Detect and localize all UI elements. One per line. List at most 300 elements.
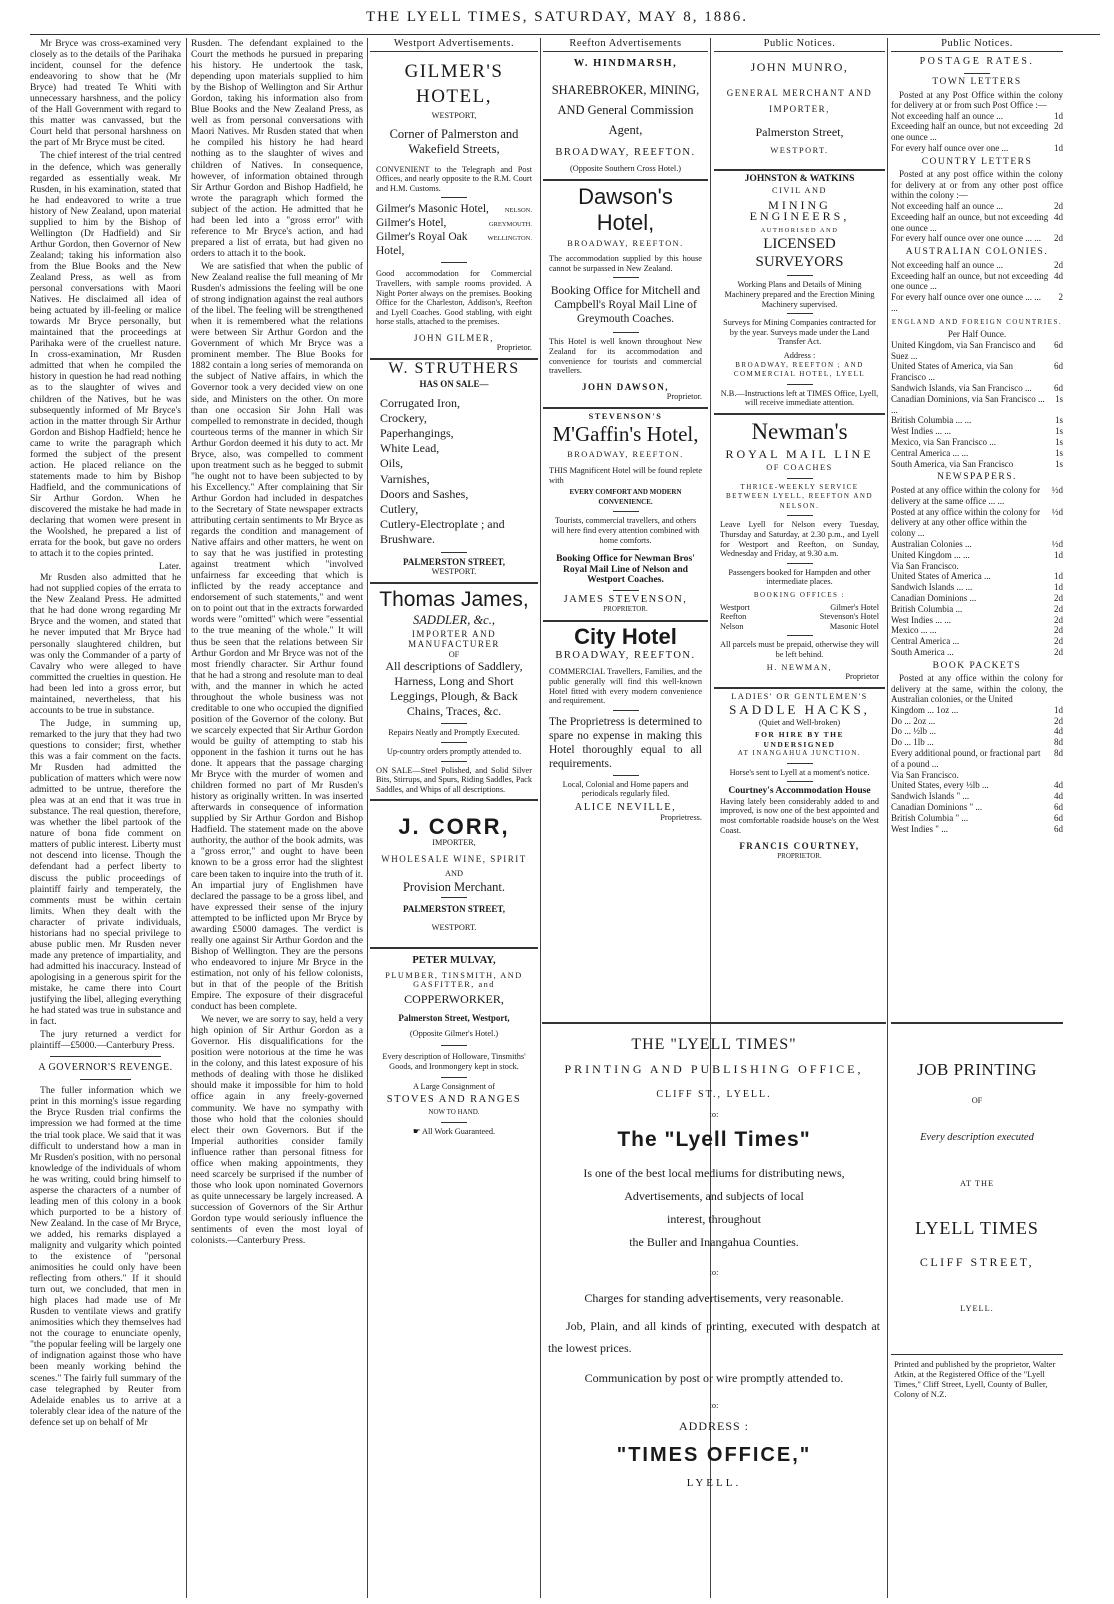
rate-row [891,705,1063,716]
rate-label: Exceeding half an ounce, but not exceeding one ounce ... [891,121,1049,143]
proprietor-label: PROPRIETOR. [777,851,822,860]
ad-town: WESTPORT. [431,567,477,577]
rate-value: 1s [1054,437,1063,447]
rate-value: 6d [1054,361,1063,372]
rate-value: 2d [1054,200,1063,211]
article-paragraph: Mr Bryce was cross-examined very closely as to the details of the Parihaka incident, counsel for the defence endeavoring to show that he (Mr Bryce) had treated Te Whiti with unnecessary harshness, and the policy of the Hall Government with regard to this matter was canvassed, but the Court held that personal harshness on the part of Mr Bryce must be cited. [30,38,181,149]
column-1-article [30,38,181,1598]
ad-dawsons-hotel [543,181,708,409]
divider [787,763,813,764]
ad-proprietor: JAMES STEVENSON, [563,593,688,605]
divider [787,478,813,479]
column-2-article [191,38,363,1598]
proprietor-label: Proprietor. [496,343,532,353]
branch-hotel: Gilmer's Royal Oak Hotel, [376,231,468,258]
ad-proprietor: H. NEWMAN, [766,662,833,672]
sale-item: Cutlery, [380,502,419,517]
ad-trade: GENERAL MERCHANT AND IMPORTER, [726,88,873,115]
sale-item: Cutlery-Electroplate ; and Brushware. [380,517,505,547]
rate-label: Do ... ½lb ... [891,726,936,737]
article-paragraph: We never, we are sorry to say, held a very high opinion of Sir Arthur Gordon as a Governor. His disqualifications for the position were notorious at the time he was in the colony, and this latest exposure of his methods of dealing with those he disliked should make it impossible for him to hold office again in any freely-governed community. We have no sympathy with those who hold that the colonies should elect their own Governors. But if the Imperial authorities consider family influence rather than personal fitness for office when making appointments, they need scarcely be surprised if the number of those who look upon nominated Governors as quite unnecessary be largely increased. A succession of Governors of the Sir Arthur Gordon type would seriously influence the sentiments of even the most loyal of colonists.—Canterbury Press. [191,1014,363,1247]
rate-label: United Kingdom, via San Francisco and Suez ... [891,339,1036,361]
rate-label: Sandwich Islands " ... [891,791,970,802]
rate-row [891,361,1063,383]
rate-value: 2d [1054,636,1063,647]
ad-text: CIVIL AND [772,186,827,196]
rate-row [891,737,1063,748]
ad-title: SADDLE HACKS, [729,702,870,718]
ad-title: THE "LYELL TIMES" [631,1036,797,1053]
sale-item: Paperhangings, [380,426,454,441]
ad-town: WESTPORT, [431,111,477,121]
rate-label: Sandwich Islands, via San Francisco ... [891,383,1032,394]
rate-value: 2d [1054,121,1063,132]
ad-text: The Proprietress is determined to spare no expense in making this Hotel thoroughly equal to all requirements. [549,715,702,770]
ad-title: W. HINDMARSH, [573,58,678,70]
postage-title: POSTAGE RATES. [919,56,1035,68]
rate-row [891,582,1063,593]
rate-label: Do ... 1lb ... [891,737,934,748]
rate-section-title: NEWSPAPERS. [937,472,1017,483]
column-rule [540,38,541,1598]
rate-label: Via San Francisco. [891,560,959,571]
ad-text: BOOKING OFFICES : [753,590,846,599]
divider [787,313,813,314]
rate-row [891,212,1063,234]
branch-town: NELSON. [504,207,532,215]
rate-value: 2d [1054,592,1063,603]
rate-label: British Columbia ... ... [891,415,972,426]
divider [964,73,990,74]
rate-row [891,507,1063,539]
ad-town: WESTPORT. [431,922,477,932]
ad-paper-name: The "Lyell Times" [617,1127,811,1151]
rate-label: United Kingdom ... ... [891,549,970,560]
rate-row [891,726,1063,737]
divider [613,511,639,512]
separator: :o: [709,1401,719,1411]
rate-label: West Indies ... ... [891,426,952,437]
rate-row [891,233,1063,244]
ad-text: IMPORTER, [432,838,476,848]
rate-row [891,748,1063,770]
ad-text: (Opposite Southern Cross Hotel.) [569,164,682,174]
rate-label: Canadian Dominions ... [891,592,977,603]
ad-text: OF [971,1096,983,1105]
ad-text: Booking Office for Newman Bros' Royal Mail Line of Nelson and Westport Coaches. [556,553,695,586]
ad-text: IMPORTER AND MANUFACTURER [408,628,500,650]
rate-value: 2d [1054,614,1063,625]
ad-text: STEVENSON'S [588,411,663,421]
divider [613,277,639,278]
rate-row [891,604,1063,615]
ad-trade: SHAREBROKER, MINING, AND General Commission Agent, [551,82,700,137]
masthead: THE LYELL TIMES, SATURDAY, MAY 8, 1886. [365,9,749,25]
ad-text: Job, Plain, and all kinds of printing, executed with despatch at the lowest prices. [548,1319,880,1356]
divider [441,742,467,743]
rate-row [891,459,1063,470]
article-paragraph: The Judge, in summing up, remarked to the jury that they had two questions to consider; first, whether this was a fair comment on the facts. Mr Rusden had admitted the publication of matters which were now admitted to be untrue, therefore the plea was at an end that it was true in substance. The real question, therefore, was whether the libel partook of the nature of bona fide comment on matters of public interest. Liberty must not descend into license. Though the defendant had a perfect liberty to discuss the public proceedings of plaintiff fairly and temperately, the comments must be within certain limits. When they dealt with the character of private individuals, historians had no special privilege to abuse public men. Mr Rusden never made any pretence of impartiality, and had admitted his inaccuracy. Instead of apologising in a generous spirit for the mistake, he came there into Court justifying the libel, alleging everything he had stated was true in substance and in fact. [30,717,181,1028]
rate-value: 2d [1054,259,1063,270]
ad-title: Newman's [751,419,848,444]
column-4-reefton-ads [543,38,708,1018]
ad-text: Every description executed [920,1131,1034,1143]
divider [441,552,467,553]
rate-value: 1d [1054,110,1063,121]
divider [787,635,813,636]
divider [50,1056,161,1057]
ad-text: THIS Magnificent Hotel will be found replete with [549,466,702,485]
rate-section-title: BOOK PACKETS [932,660,1022,671]
rate-label: West Indies " ... [891,823,948,834]
ad-text: Passengers booked for Hampden and other intermediate places. [728,567,871,587]
separator: :o: [709,1267,719,1277]
rate-value: 2d [1054,603,1063,614]
rate-label: Kingdom ... 1oz ... [891,704,959,715]
rate-value: 2d [1054,233,1063,244]
divider [441,897,467,898]
ad-subtitle: HAS ON SALE— [419,379,489,390]
divider [441,1122,467,1123]
rate-row [891,561,1063,572]
ad-street: BROADWAY, REEFTON. [567,238,684,248]
ad-street: PALMERSTON STREET, [402,904,506,915]
rate-row [891,340,1063,362]
ad-text: Surveys for Mining Companies contracted for by the year. Surveys made under the Land Transfer Act. [723,318,876,347]
divider [613,775,639,776]
ad-text: BROADWAY, REEFTON ; AND COMMERCIAL HOTEL, LYELL [733,360,866,379]
rate-value: 2d [1054,646,1063,657]
ad-text: All parcels must be prepaid, otherwise they will be left behind. [720,640,879,659]
ad-text: MINING ENGINEERS, [749,197,850,223]
rate-label: British Columbia " ... [891,812,969,823]
rate-row [891,780,1063,791]
rate-row [891,770,1063,781]
rate-value: 1d [1054,571,1063,582]
ad-street: Palmerston Street, Westport, [398,1012,510,1023]
section-header: Westport Advertisements. [370,38,538,52]
ad-trade: SADDLER, &c., [413,612,495,627]
rate-label: Posted at any office within the colony for delivery at any other office within the colony ... [891,506,1041,539]
rate-row [891,802,1063,813]
ad-text: STOVES AND RANGES [386,1093,522,1105]
ad-text: THRICE-WEEKLY SERVICE BETWEEN LYELL, REEFTON AND NELSON. [725,482,874,510]
later-label: Later. [158,561,181,573]
pointing-hand-icon: ☛ [412,1126,422,1136]
ad-j-corr [370,801,538,949]
ad-text: Is one of the best local mediums for distributing news, [583,1165,845,1180]
branch-hotel: Gilmer's Masonic Hotel, [376,203,489,216]
rate-value: 6d [1054,383,1063,394]
rate-label: For every half ounce over one ounce ... ... [891,233,1041,244]
branch-town: WELLINGTON. [487,235,532,243]
rate-value: 1s [1054,415,1063,426]
rate-row [891,571,1063,582]
column-rule [887,38,888,1598]
ad-title: Thomas James, [379,587,529,611]
ad-address: Corner of Palmerston and Wakefield Streets, [389,126,519,156]
sale-item: Doors and Sashes, [380,486,469,501]
rate-list [891,111,1063,154]
rate-label: British Columbia ... [891,603,963,614]
rate-row [891,647,1063,658]
ad-street: BROADWAY, REEFTON. [567,450,684,460]
ad-text: LICENSED SURVEYORS [755,236,844,271]
rate-value: 4d [1054,780,1063,791]
divider [787,515,813,516]
divider [787,563,813,564]
ad-proprietor: JOHN GILMER, [414,332,494,343]
office-row: Westport Gilmer's Hotel [720,602,879,612]
rate-value: 4d [1054,211,1063,222]
rate-value: 2 [1058,292,1063,303]
rate-value: 2d [1054,715,1063,726]
ad-title: GILMER'S HOTEL, [404,61,504,108]
ad-town: WESTPORT. [770,146,829,156]
ad-title: JOB PRINTING [917,1060,1037,1079]
ad-text: (Quiet and Well-broken) [758,718,841,728]
article-paragraph: We are satisfied that when the public of New Zealand realise the full meaning of Mr Rusden's admissions the feeling will be one of strong indignation against the real authors of the libel. The feeling will be strengthened when it is remembered what the relations were between Sir Arthur Gordon and the Government of which Mr Bryce was a prominent member. The Blue Books for 1882 contain a long series of memoranda on the subject of Native affairs, in which the Governor took a very decided view on one side, and Ministers on the other. On more than one occasion Sir John Hall was compelled to remonstrate in decided, though courteous terms of the manner in which Sir Arthur Gordon deemed it his duty to act. Mr Bryce, also, was compelled to comment upon treatment such as he begged to submit "he ought not to have been subjected to by his Excellency." After complaining that Sir Arthur Gordon had included in despatches to the Secretary of State newspaper extracts attributing certain sentiments to Mr Bryce as regards the condition and management of Native affairs and other matters, he went on to say that he was justified in protesting against treatment which "involved unfairness far exceeding that which is inflicted by the ready acceptance and endorsement of such statements," and went on to point out that in the extracts forwarded words were "omitted" which were "essential to the true meaning of the whole." It will thus be seen that the relations between Sir Arthur Gordon and Mr Bryce was not of the most friendly character. Sir Arthur found that he had a strong and resolute man to deal with, and the manner in which he acted throughout the whole business was not creditable to one who occupied the dignified position of the Governor of the colony. But we scarcely expected that Sir Arthur Gordon would be guilty of attempting to stab his opponent in the fashion it turns out he has done. It appears that the passage charging Mr Bryce with the murder of women and children formed no part of Mr Rusden's history as originally written. In was inserted afterwards in consequence of information supplied by Sir Arthur Gordon and Bishop Hadfield. The statement made on the above authority, the author of the book admits, was a "gross error," and ought to have been known to be a gross error had the slightest care been taken to inquire into the truth of it. An impartial jury of Englishmen have declared the passage to be a gross libel, and have expressed their sense of the injury attempted to be inflicted upon Mr Bryce by awarding £5000 damages. The verdict is really one against Sir Arthur Gordon and the Bishop of Wellington. They are the persons who endeavored to injure Mr Bryce in the estimation, not only of his fellow colonists, but in that of the people of the British Empire. The exposure of their disgraceful conduct has been complete. [191,260,363,1013]
ad-text: Provision Merchant. [402,880,506,895]
rate-label: United States of America, via San Francisco ... [891,361,1013,383]
article-paragraph: The chief interest of the trial centred in the defence, which was generally regarded as essentially weak. Mr Rusden, in his examination, stated that he had endeavored to write a true history of New Zealand, upon material supplied to him by the Bishop of Wellington (Dr Hadfield) and Sir Arthur Gordon, then Governor of New Zealand; taking his information also from the Blue Books and the New Zealand Press, as well as from personal conversations with Maori Natives. He disclaimed all idea of being actuated by ill-feeling or malice towards Mr Bryce personally, but maintained that the proceedings at Parihaka were of the cruellest nature. In cross-examination, Mr Rusden admitted that when he compiled the history in question he had read nothing as to the slaughter of wives and children of the Natives, but he was subsequently informed of Mr Bryce's action in the matter through Sir Arthur Gordon and Bishop Hadfield; hence he came to write the paragraph which formed the subject of the present action. He placed reliance on the statements made to him by Bishop Hadfield, and the communications of Sir Arthur Gordon. When he discovered the mistake he had made in declaring that women were present in the Woolshed, he prepared a list of errata for the book, but gave no orders to attach it to the copies printed. [30,150,181,560]
ad-text: the Buller and Inangahua Counties. [629,1234,799,1249]
ad-gilmers-hotel [370,56,538,360]
rate-value: 2d [1054,625,1063,636]
rate-list [891,485,1063,658]
ad-text: N.B.—Instructions left at TIMES Office, Lyell, will receive immediate attention. [720,388,879,408]
ad-text: All Work Guaranteed. [421,1126,496,1136]
column-3-westport-ads [370,38,538,1598]
office-row: Reefton Stevenson's Hotel [720,612,879,622]
article-paragraph: The fuller information which we print in this morning's issue regarding the Bryce Rusden trial confirms the impression we had formed at the time the trial took place. We said that it was difficult to understand how a man in Mr Rusden's position, with no personal knowledge of the individuals of whom he was writing, could bring himself to asperse the characters of a number of leading men of this colony in a book which purported to be a history of New Zealand. In the case of Mr Bryce, we added, his remarks displayed a malignity and vulgarity which pointed to the existence of "personal animosities he could only have been reflecting from others." If it should turn out, we concluded, that men in high places had made use of Mr Rusden to ventilate views and gratify animosities which they themselves had not the courage to enunciate openly, "the popular feeling will be largely one of indignation against those who have been meanly working behind the scenes." The fairly full summary of the case telegraphed by Reuter from Adelaide enables us to arrive at a tolerably clear idea of the nature of the defence set up on behalf of Mr [30,1085,181,1428]
rate-row [891,383,1063,394]
ad-text: CONVENIENT to the Telegraph and Post Offices, and nearly opposite to the R.M. Court and H.M. Customs. [376,164,532,193]
rate-label: Central America ... ... [891,447,969,458]
ad-title: M'Gaffin's Hotel, [552,422,699,447]
divider [787,384,813,385]
rate-label: For every half ounce over one ... [891,143,1009,154]
rate-label: Australian Colonies ... [891,538,972,549]
ad-text: Leave Lyell for Nelson every Tuesday, Thursday and Saturday, at 2.30 p.m., and Lyell for Westport and Reefton, on Sunday, Wednesday and Friday, at 9.30 a.m. [720,520,879,559]
ad-saddle-hacks [714,689,885,867]
rate-label: For every half ounce over one ounce ... ... ... [891,292,1041,313]
rate-value: 1s [1054,458,1063,469]
ad-peter-mulvay [370,949,538,1141]
rate-section-title: COUNTRY LETTERS [921,156,1033,167]
ad-proprietor: FRANCIS COURTNEY, [739,841,860,852]
sale-item: White Lead, [380,441,440,456]
ad-text: FOR HIRE BY THE UNDERSIGNED [755,729,844,749]
ad-subtitle: PRINTING AND PUBLISHING OFFICE, [564,1062,864,1076]
rate-label: West Indies ... ... [891,614,952,625]
rate-row [891,485,1063,507]
article-paragraph: Rusden. The defendant explained to the Court the methods he pursued in preparing his history. He undertook the task, depending upon materials supplied to him by the Bishop of Wellington and Sir Arthur Gordon, taking his information also from Blue Books and the New Zealand Press, as well as from personal conversations with Maori Natives. Mr Rusden stated that when he compiled his history he had heard nothing as to the slaughter of wives and children of Natives. In consequence, however, of information obtained through Sir Arthur Gordon and Bishop Hadfield, he wrote the paragraph which formed the subject of the action. He admitted that he had been led into a "gross error" with reference to Mr Bryce's action, and had prepared a list of errata, but had given no orders to attach it to the book. [191,38,363,259]
rate-intro: Posted at any office within the colony for delivery at the same, within the colony, the Australian colonies, or the United [891,673,1063,705]
ad-hindmarsh [543,56,708,181]
ad-title: "TIMES OFFICE," [616,1443,812,1466]
rate-label: Do ... 2oz ... [891,715,936,726]
rate-value: 6d [1054,339,1063,350]
rate-value: 8d [1054,737,1063,748]
ad-text: ON SALE—Steel Polished, and Solid Silver Bits, Stirrups, and Spurs, Riding Saddles, Pack Saddles, and Whips of all descriptions. [376,765,532,794]
ad-struthers [370,360,538,584]
rate-row [891,426,1063,437]
sale-item: Varnishes, [380,471,430,486]
divider [787,275,813,276]
ad-text: Good accommodation for Commercial Travellers, with sample rooms provided. A Night Porter always on the premises. Booking Office for the Charleston, Addison's, Reefton and Lyell Coaches. Good stabling, with eight horse stalls, attached to the premises. [376,269,532,327]
rate-list [891,340,1063,470]
rate-value: 1d [1054,143,1063,154]
branch-hotel: Gilmer's Hotel, [376,217,447,230]
rate-row [891,271,1063,293]
divider [441,1077,467,1078]
ad-title: J. CORR, [398,814,510,840]
ad-street: CLIFF STREET, [919,1255,1035,1270]
ad-text: AT THE [959,1178,995,1188]
rate-label: Sandwich Islands ... ... [891,582,973,593]
rate-list [891,260,1063,314]
column-6-postage-rates [891,38,1063,1018]
ad-town: LYELL. [960,1304,994,1314]
ad-town: LYELL. [686,1476,742,1489]
divider [441,1045,467,1046]
rate-section-title: ENGLAND AND FOREIGN COUNTRIES. [891,317,1063,326]
ad-text: Local, Colonial and Home papers and periodicals regularly filed. [562,779,689,799]
ad-lyell-times-office [542,1022,886,1584]
divider [787,781,813,782]
rate-row [891,111,1063,122]
rate-label: Mexico, via San Francisco ... [891,437,996,447]
ad-text: AND [445,868,463,878]
ad-text: WHOLESALE WINE, SPIRIT [381,854,527,864]
ad-address: CLIFF ST., LYELL. [656,1089,772,1100]
proprietor-label: Proprietor. [666,392,702,402]
rate-value: 4d [1054,791,1063,802]
rate-label: United States, every ½lb ... [891,780,989,791]
rate-value [1049,770,1063,781]
rate-value: ½d [1051,484,1063,495]
ad-trade: PLUMBER, TINSMITH, AND GASFITTER, and [385,970,523,990]
rate-row [891,448,1063,459]
ad-text: AT INANGAHUA JUNCTION. [737,749,862,758]
rate-label: South America ... [891,646,954,657]
ad-title: Dawson's Hotel, [578,183,673,235]
ad-thomas-james [370,584,538,802]
rate-row [891,292,1063,314]
rate-row [891,201,1063,212]
rate-row [891,143,1063,154]
ad-text: This Hotel is well known throughout New Zealand for its accommodation and convenience for tourists and commercial travellers. [549,337,702,376]
rate-label: Exceeding half an ounce, but not exceeding one ounce ... [891,211,1049,233]
rate-intro: Per Half Ounce. [947,329,1007,340]
ad-paper-name: LYELL TIMES [915,1218,1039,1239]
sale-item: Crockery, [380,410,427,425]
rate-value: 1d [1054,582,1063,593]
divider [891,1354,1063,1355]
ad-title: JOHNSTON & WATKINS [744,172,855,184]
rate-label: South America, via San Francisco [891,458,1014,469]
rate-value: 6d [1054,823,1063,834]
ad-text: ADDRESS : [678,1418,749,1433]
rate-value: 4d [1054,726,1063,737]
rate-section-title: TOWN LETTERS [932,77,1022,88]
ad-text: Courtney's Accommodation House [728,785,871,797]
rate-row [891,550,1063,561]
section-header: Public Notices. [714,38,885,52]
article-paragraph: The jury returned a verdict for plaintiff—£5000.—Canterbury Press. [30,1029,181,1052]
ad-text: Repairs Neatly and Promptly Executed. [388,728,520,738]
rate-row [891,824,1063,835]
rate-row [891,394,1063,416]
ad-text: Horse's sent to Lyell at a moment's notice. [729,767,870,777]
ad-title: City Hotel [574,623,677,649]
office-row: Nelson Masonic Hotel [720,621,879,631]
ad-johnston-watkins [714,171,885,415]
ad-proprietor: ALICE NEVILLE, [574,801,677,813]
column-rule [367,38,368,1598]
ad-title: JOHN MUNRO, [750,60,849,75]
rate-intro: Posted at any Post Office within the colony for delivery at or from such Post Office :— [891,89,1063,111]
rate-label: Central America ... [891,636,960,647]
ad-text: The accommodation supplied by this house cannot be surpassed in New Zealand. [549,254,702,273]
sale-item: Corrugated Iron, [380,395,460,410]
ad-mgaffins-hotel [543,409,708,622]
ad-text: A Large Consignment of [412,1082,496,1092]
ad-text: AUTHORISED AND [760,226,839,234]
ad-text: Tourists, commercial travellers, and others will here find every attention combined with home comforts. [551,516,700,545]
rate-label: Not exceeding half an ounce ... [891,259,1003,270]
ad-title: W. STRUTHERS [388,360,520,378]
rate-value: 1s [1054,393,1063,404]
ad-text: Working Plans and Details of Mining Machinery prepared and the Erection Mining Machinery supervised. [724,280,875,309]
divider [613,549,639,550]
article-heading: A GOVERNOR'S REVENGE. [38,1062,173,1074]
ad-text: Up-country orders promptly attended to. [386,746,522,756]
rate-label: Posted at any office within the colony for delivery at the same office ... ... [891,484,1041,506]
rate-value: 4d [1054,270,1063,281]
rate-label: United States of America ... [891,571,991,582]
article-paragraph: Mr Rusden also admitted that he had not supplied copies of the errata to the New Zealand Press. He admitted that he had done wrong regarding Mr Bryce and the women, and stated that he never imputed that Mr Bryce had personally slaughtered children, but was only the Commander of a party of Cavalry who were alleged to have committed the cruelties in question. He had been led into a gross error, but maintained, nevertheless, that his accounts to be true in substance. [30,572,181,716]
divider [441,723,467,724]
rate-row [891,539,1063,550]
rate-row [891,415,1063,426]
branch-town: GREYMOUTH. [488,221,532,229]
rate-row [891,791,1063,802]
ad-text: COMMERCIAL Travellers, Families, and the public generally will find this well-known Hotel fitted with every modern convenience and requirement. [549,667,702,706]
ad-proprietor: JOHN DAWSON, [581,381,669,392]
rate-value: 6d [1054,802,1063,812]
column-rule [186,38,187,1598]
proprietor-label: PROPRIETOR. [603,605,648,614]
ad-text: interest, throughout [667,1211,761,1226]
rate-label: Canadian Dominions, via San Francisco ... ... [891,393,1045,415]
divider [80,1079,131,1080]
rate-value: 1s [1054,447,1063,458]
rate-row [891,615,1063,626]
divider [613,710,639,711]
section-header: Public Notices. [891,38,1063,52]
ad-street: PALMERSTON STREET, [402,556,506,567]
ad-street: Palmerston Street, [755,125,844,140]
divider [441,197,467,198]
rate-row [891,813,1063,824]
rate-row [891,593,1063,604]
ad-title: PETER MULVAY, [412,955,496,967]
column-5-public-notices [714,38,885,1018]
ad-text: Advertisements, and subjects of local [624,1188,804,1203]
rate-value: ½d [1051,506,1063,517]
